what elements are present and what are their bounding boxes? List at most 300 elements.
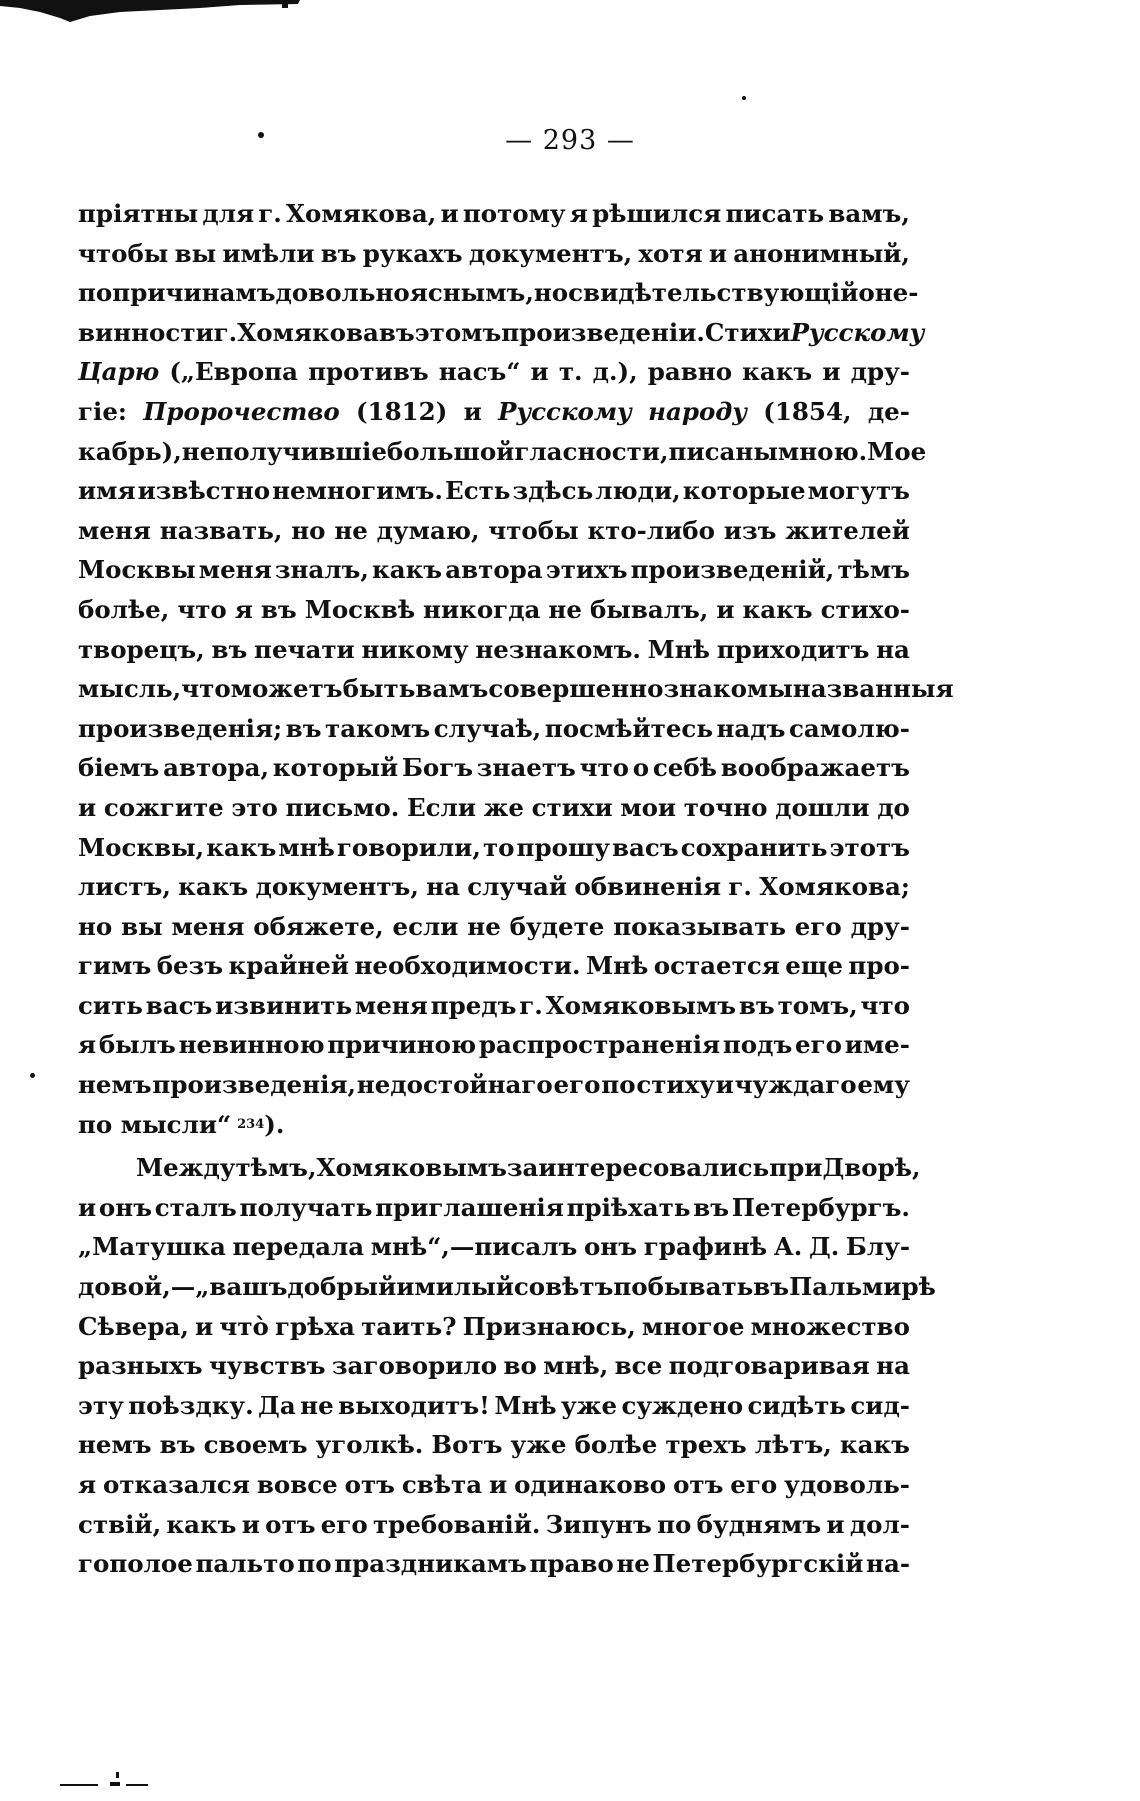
word: мысль,: [78, 674, 182, 704]
text-line: [78, 1267, 936, 1307]
word: не-: [874, 278, 919, 308]
word: вамъ: [415, 674, 489, 704]
word: не: [467, 911, 501, 941]
word: произведеній,: [630, 555, 835, 585]
word: и: [530, 357, 549, 387]
word: заинтересовались: [506, 1153, 770, 1183]
word: лѣтъ,: [754, 1430, 832, 1460]
word: никогда: [423, 594, 541, 624]
word: и: [241, 1509, 260, 1539]
word: его: [320, 1509, 368, 1539]
word: анонимный,: [733, 238, 910, 268]
word: свидѣтельствующій: [568, 278, 859, 308]
word: Мнѣ: [494, 1390, 557, 1420]
word: требованій.: [372, 1509, 541, 1539]
word: меня: [78, 515, 151, 545]
word: имѣли: [222, 238, 315, 268]
word: ствій,: [78, 1509, 162, 1539]
word: распространенія: [478, 1030, 721, 1060]
word: надъ: [716, 713, 786, 743]
word: отъ: [265, 1509, 316, 1539]
word: добрый: [287, 1272, 397, 1302]
word: въ: [285, 713, 322, 743]
word: право: [529, 1549, 614, 1579]
word: автора: [445, 555, 543, 585]
text-line-last: [78, 1105, 910, 1145]
word: Хомякова;: [759, 872, 910, 902]
word: т.: [558, 357, 583, 387]
word: какъ: [839, 1430, 910, 1460]
word: но: [291, 515, 326, 545]
word: въ: [738, 990, 775, 1020]
word: А.: [773, 1232, 803, 1262]
word: Стихи: [704, 317, 791, 347]
word: стихо-: [820, 594, 910, 624]
word: былъ: [98, 1030, 176, 1060]
word: документъ,: [255, 872, 419, 902]
word: г.: [728, 872, 752, 902]
word: я: [78, 1470, 97, 1499]
word: гополое: [78, 1549, 193, 1579]
word: быть: [342, 674, 416, 704]
word: меня: [171, 911, 245, 941]
word: васъ: [612, 832, 679, 862]
word: онъ: [98, 1192, 152, 1222]
word: дошли: [775, 792, 870, 822]
word: противъ: [308, 357, 429, 387]
word: довой,—: [78, 1272, 196, 1302]
page-number: — 293 —: [505, 125, 635, 156]
word: что: [177, 594, 227, 624]
word: этотъ: [829, 832, 910, 862]
word: суждено: [621, 1390, 744, 1420]
word: чуждаго: [734, 1070, 857, 1100]
word: не: [334, 515, 368, 545]
word: потому: [462, 199, 566, 228]
word: творецъ,: [78, 634, 205, 664]
text-line: [78, 1148, 921, 1188]
word: точно: [683, 792, 768, 822]
word: томъ,: [777, 990, 858, 1020]
word: тѣмъ: [837, 555, 910, 585]
word: гіе:: [78, 396, 127, 426]
word: кто-либо: [587, 515, 715, 545]
word: Москвы,: [78, 832, 205, 862]
word: показывать: [613, 911, 786, 941]
text-line: [78, 867, 910, 907]
word: и: [78, 1192, 97, 1222]
text-line: [78, 234, 910, 274]
footnote-reference: 234: [237, 1116, 265, 1132]
word: и: [440, 199, 459, 228]
word: для: [202, 199, 255, 228]
word: какъ: [742, 594, 813, 624]
word: чтò: [219, 1311, 269, 1341]
word: Дворѣ,: [822, 1153, 921, 1183]
word: дол-: [849, 1509, 910, 1539]
word: васъ: [145, 990, 213, 1020]
word: знакомы: [663, 674, 793, 704]
text-line: [78, 1386, 910, 1426]
word: „Матушка: [78, 1232, 226, 1262]
word: зналъ,: [274, 555, 369, 585]
word: побывать: [613, 1272, 754, 1302]
word: гласности,: [514, 436, 669, 466]
word: своемъ: [203, 1430, 308, 1460]
word: де-: [867, 396, 910, 426]
word: можетъ: [230, 674, 343, 704]
word: графинѣ: [643, 1232, 768, 1262]
word: совершенно: [488, 674, 664, 704]
word: крайней: [228, 951, 350, 981]
word: приглашенія: [375, 1192, 564, 1222]
word: по: [601, 1070, 636, 1100]
word: его: [730, 1470, 778, 1499]
word: въ: [320, 238, 357, 268]
word: причиною: [327, 1030, 477, 1060]
word: множество: [750, 1311, 910, 1341]
word: не: [300, 1390, 334, 1420]
word: по: [297, 1549, 332, 1579]
word: думаю,: [376, 515, 480, 545]
word: яснымъ,: [409, 278, 534, 308]
text-line: [78, 630, 910, 670]
word: меня: [354, 990, 428, 1020]
word: и: [716, 594, 735, 624]
word: его: [553, 1070, 601, 1100]
word: многое: [641, 1311, 745, 1341]
word: Есть: [445, 476, 511, 506]
word: Царю: [78, 357, 160, 387]
word: я: [78, 1030, 97, 1060]
body-text: [78, 194, 954, 1584]
word: чтобы: [488, 515, 579, 545]
text-line: [78, 669, 954, 709]
word: Хомяковымъ: [545, 990, 737, 1020]
word: какъ: [742, 357, 813, 387]
word: свѣта: [401, 1470, 483, 1499]
word: стихи: [531, 792, 613, 822]
word: въ: [753, 1272, 790, 1302]
text-line: [78, 392, 910, 432]
word: име-: [844, 1030, 910, 1060]
word: извинить: [215, 990, 353, 1020]
word: и: [826, 1509, 845, 1539]
word: пріѣхать: [566, 1192, 691, 1222]
word: посмѣйтесь: [544, 713, 713, 743]
word: сохранить: [680, 832, 828, 862]
word: извѣстно: [137, 476, 271, 506]
word: недостойнаго: [356, 1070, 553, 1100]
word: дру-: [850, 911, 910, 941]
word: это: [231, 792, 278, 822]
text-line: [78, 709, 910, 749]
word: разныхъ: [78, 1351, 203, 1381]
word: я: [569, 199, 588, 228]
word: Да: [258, 1390, 296, 1420]
word: „вашъ: [195, 1272, 288, 1302]
word: Мнѣ: [586, 951, 649, 981]
word: болѣе: [574, 1430, 658, 1460]
word: пальто: [195, 1549, 295, 1579]
word: праздникамъ: [334, 1549, 527, 1579]
word: эту: [78, 1390, 124, 1420]
text-line: [78, 907, 910, 947]
word: дру-: [850, 357, 910, 387]
word: и: [489, 1470, 508, 1499]
word: Хомяковымъ: [316, 1153, 507, 1183]
word: на: [876, 1351, 910, 1381]
word: приходитъ: [716, 634, 870, 664]
word: такомъ: [325, 713, 431, 743]
word: его: [795, 1030, 842, 1060]
word: на: [876, 634, 910, 664]
word: по: [78, 278, 113, 308]
word: немъ: [78, 1070, 152, 1100]
word: буднямъ: [696, 1509, 822, 1539]
word: отъ: [673, 1470, 724, 1499]
word: біемъ: [78, 753, 160, 783]
word: остается: [653, 951, 780, 981]
word: здѣсь: [512, 476, 594, 506]
word: хотя: [638, 238, 703, 268]
word: жителей: [785, 515, 910, 545]
word: Пальмирѣ: [789, 1272, 936, 1302]
word: какъ: [166, 1509, 237, 1539]
word: Пророчество: [143, 396, 340, 426]
text-line: [78, 1544, 910, 1584]
word: заговорило: [331, 1351, 498, 1381]
word: на: [426, 872, 460, 902]
word: мои: [620, 792, 677, 822]
word: произведенія,: [152, 1070, 356, 1100]
text-line: [78, 946, 910, 986]
word: себѣ: [652, 753, 717, 783]
word: изъ: [723, 515, 777, 545]
word: не: [548, 594, 582, 624]
word: отъ: [344, 1470, 395, 1499]
text-line: [78, 511, 910, 551]
word: тѣмъ,: [235, 1153, 317, 1183]
word: („Европа: [169, 357, 298, 387]
word: какъ: [178, 872, 249, 902]
word: мнѣ: [278, 832, 335, 862]
word: документъ,: [468, 238, 633, 268]
word: въ: [159, 1430, 196, 1460]
word: и: [78, 792, 97, 822]
word: большой: [386, 436, 515, 466]
scan-artifact-top: [0, 0, 300, 26]
word: уголкѣ.: [315, 1430, 424, 1460]
word: Зипунъ: [545, 1509, 652, 1539]
word: какъ: [372, 555, 443, 585]
word: меня: [198, 555, 272, 585]
word: люди,: [595, 476, 681, 506]
word: произведенія;: [78, 713, 283, 743]
text-line: [78, 590, 910, 630]
scan-dot-margin: [30, 1073, 35, 1078]
word: знаетъ: [476, 753, 576, 783]
word: прошу: [516, 832, 610, 862]
text-line: [78, 1465, 910, 1505]
scan-dot-right: [742, 96, 746, 100]
word: подъ: [722, 1030, 793, 1060]
word: говорили,: [336, 832, 481, 862]
word: то: [482, 832, 515, 862]
word: по: [657, 1509, 692, 1539]
word: сидѣть: [747, 1390, 846, 1420]
word: (1854,: [763, 396, 852, 426]
word: Богъ: [401, 753, 474, 783]
text-line: [78, 788, 910, 828]
word: случай: [467, 872, 568, 902]
word: подговаривая: [668, 1351, 870, 1381]
word: печати: [254, 634, 355, 664]
word: (1812): [355, 396, 448, 426]
word: но: [533, 278, 569, 308]
word: обяжете,: [253, 911, 384, 941]
word: мнѣ,: [543, 1351, 609, 1381]
text-line: [78, 352, 910, 392]
word: случаѣ,: [433, 713, 542, 743]
word: невинною: [178, 1030, 325, 1060]
word: что: [579, 753, 630, 783]
word: г.: [258, 199, 282, 228]
word: все: [614, 1351, 663, 1381]
word: до: [877, 792, 910, 822]
text-line: [78, 828, 910, 868]
word: мною.: [777, 436, 868, 466]
word: Между: [136, 1153, 236, 1183]
word: при: [769, 1153, 823, 1183]
word: Москвѣ: [304, 594, 416, 624]
word: необходимости.: [354, 951, 581, 981]
text-line: [78, 986, 910, 1026]
word: г.: [519, 990, 543, 1020]
word: въ: [260, 594, 297, 624]
word: и: [463, 396, 482, 426]
word: этихъ: [545, 555, 628, 585]
word: и: [396, 1272, 415, 1302]
word: уже: [510, 1430, 567, 1460]
word: пріятны: [78, 199, 199, 228]
word: который: [272, 753, 399, 783]
word: мнѣ“,—писалъ: [370, 1232, 578, 1262]
word: чтобы: [78, 238, 169, 268]
word: поѣздку.: [128, 1390, 254, 1420]
text-line: [78, 1188, 910, 1228]
text-line: [78, 194, 910, 234]
word: Мнѣ: [647, 634, 710, 664]
word: Д.: [808, 1232, 840, 1262]
word: воображаетъ: [720, 753, 910, 783]
word: передала: [232, 1232, 365, 1262]
word: что: [860, 990, 910, 1020]
text-line: [78, 1346, 910, 1386]
word: уже: [561, 1390, 618, 1420]
word: самолю-: [788, 713, 910, 743]
word: про-: [848, 951, 910, 981]
word: въ: [693, 1192, 730, 1222]
word: никому: [361, 634, 469, 664]
word: вамъ,: [828, 199, 910, 228]
word: удоволь-: [784, 1470, 910, 1499]
word: листъ,: [78, 872, 171, 902]
word: писать: [725, 199, 825, 228]
word: въ: [378, 317, 415, 347]
word: болѣе,: [78, 594, 170, 624]
text-line: [78, 432, 927, 472]
word: но: [78, 911, 113, 941]
text-line: [78, 273, 919, 313]
word: довольно: [275, 278, 410, 308]
word: и: [715, 1070, 734, 1100]
word: не: [181, 436, 216, 466]
word: сожгите: [103, 792, 224, 822]
text-line: [78, 748, 910, 788]
word: получившіе: [215, 436, 387, 466]
word: и: [195, 1311, 214, 1341]
paragraph-1: [78, 194, 954, 1144]
word: Хомякова: [237, 317, 379, 347]
word: Хомякова,: [286, 199, 437, 228]
text-line: [78, 1307, 910, 1347]
last-line-tail: ).: [264, 1109, 285, 1139]
text-line: [78, 1025, 910, 1065]
text-line: [78, 1425, 910, 1465]
word: бывалъ,: [589, 594, 709, 624]
word: отказался: [103, 1470, 250, 1499]
word: и: [708, 238, 728, 268]
word: Петербургскій: [652, 1549, 864, 1579]
word: Мое: [867, 436, 927, 466]
word: немногимъ.: [272, 476, 443, 506]
word: сид-: [850, 1390, 910, 1420]
word: во: [503, 1351, 537, 1381]
word: получать: [239, 1192, 373, 1222]
word: кабрь),: [78, 436, 182, 466]
word: которые: [682, 476, 806, 506]
text-line: [78, 1505, 910, 1545]
scan-artifact-bottom: [60, 1770, 160, 1790]
word: ему: [857, 1070, 910, 1100]
word: на-: [866, 1549, 910, 1579]
word: Блу-: [845, 1232, 910, 1262]
word: чувствъ: [208, 1351, 326, 1381]
word: о: [858, 278, 875, 308]
word: и: [822, 357, 841, 387]
word: могутъ: [807, 476, 910, 506]
word: вы: [174, 238, 217, 268]
word: насъ“: [438, 357, 521, 387]
word: Русскому: [790, 317, 925, 347]
word: выходитъ!: [338, 1390, 490, 1420]
word: вовсе: [256, 1470, 338, 1499]
word: если: [392, 911, 459, 941]
word: Русскому: [498, 396, 632, 426]
word: г.: [213, 317, 238, 347]
word: Признаюсь,: [462, 1311, 636, 1341]
word: о: [632, 753, 650, 783]
word: безъ: [156, 951, 224, 981]
text-line: [78, 313, 925, 353]
word: Петербургъ.: [731, 1192, 910, 1222]
word: стиху: [636, 1070, 715, 1100]
word: въ: [211, 634, 248, 664]
word: немъ: [78, 1430, 152, 1460]
word: одинаково: [514, 1470, 667, 1499]
word: его: [794, 911, 842, 941]
